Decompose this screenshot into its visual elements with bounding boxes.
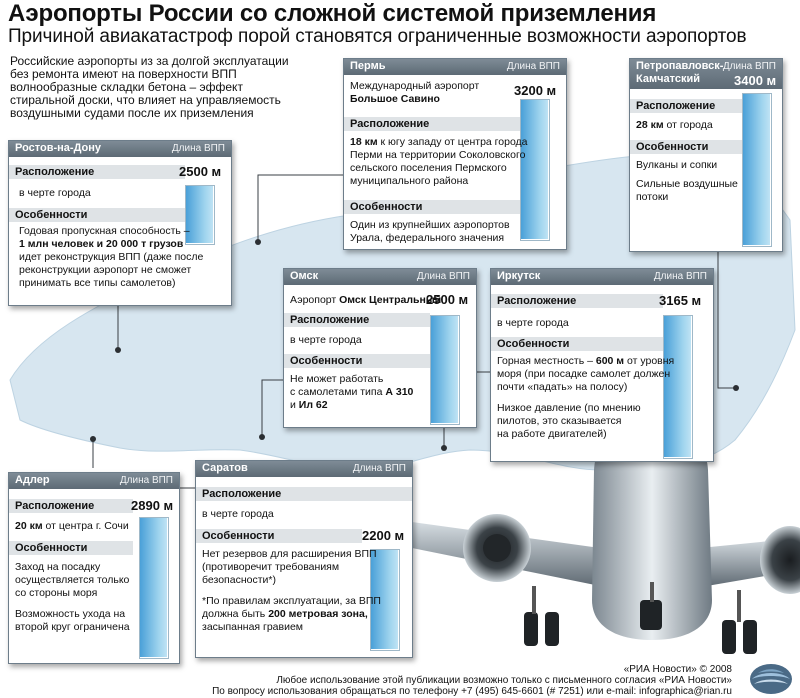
features-heading: Особенности bbox=[630, 140, 742, 154]
location-heading: Расположение bbox=[196, 487, 413, 501]
feature-line: принимать все типы самолетов) bbox=[19, 277, 176, 289]
length-label: Длина ВПП bbox=[653, 271, 707, 282]
feature-line: со стороны моря bbox=[15, 587, 98, 599]
features-text bbox=[19, 225, 203, 290]
features-heading: Особенности bbox=[9, 541, 133, 555]
intro-line: без ремонта имеют на поверхности ВПП bbox=[10, 67, 237, 81]
location-text bbox=[636, 119, 713, 132]
feature-line: Горная местность – 600 м от уровня bbox=[497, 355, 675, 367]
card-perm bbox=[343, 58, 567, 250]
location-text bbox=[202, 508, 274, 521]
location-line: Перми на территории Соколовского bbox=[350, 149, 526, 161]
runway-length: 2500 м bbox=[179, 164, 222, 179]
city-name: Омск bbox=[290, 270, 319, 282]
city-name: Ростов-на-Дону bbox=[15, 142, 102, 154]
feature-line: пилотов, это сказывается bbox=[497, 415, 622, 427]
usage-notice: Любое использование этой публикации возможно только с письменного согласия «РИА Новости» bbox=[276, 675, 732, 686]
length-label: Длина ВПП bbox=[352, 463, 406, 474]
plane-right-gear bbox=[722, 620, 736, 654]
feature-line: Низкое давление (по мнению bbox=[497, 402, 641, 414]
features-text bbox=[636, 159, 738, 204]
runway-length: 2500 м bbox=[426, 292, 469, 307]
card-header bbox=[9, 141, 231, 157]
airport-name bbox=[290, 294, 441, 307]
features-heading: Особенности bbox=[284, 354, 430, 368]
copyright: «РИА Новости» © 2008 bbox=[623, 664, 732, 675]
location-line: 20 км от центра г. Сочи bbox=[15, 520, 129, 532]
intro-line: Российские аэропорты из за долгой эксплуатации bbox=[10, 54, 289, 68]
features-text bbox=[202, 548, 381, 634]
feature-line: осуществляется только bbox=[15, 574, 130, 586]
city-name: Пермь bbox=[350, 60, 386, 72]
plane-right-engine bbox=[760, 526, 800, 594]
location-line: сельского поселения Пермского bbox=[350, 162, 507, 174]
feature-line: 1 млн человек и 20 000 т грузов bbox=[19, 238, 184, 250]
plane-left-gear bbox=[524, 612, 538, 646]
location-heading: Расположение bbox=[9, 165, 185, 179]
location-text bbox=[15, 520, 129, 533]
ria-novosti-logo bbox=[748, 662, 794, 696]
runway-bar bbox=[431, 316, 458, 423]
location-line: в черте города bbox=[202, 508, 274, 520]
feature-line: должна быть 200 метровая зона, bbox=[202, 608, 368, 620]
feature-line: Не может работать bbox=[290, 373, 384, 385]
card-rostov bbox=[8, 140, 232, 306]
feature-line: Урала, федерального значения bbox=[350, 232, 505, 244]
feature-line: с самолетами типа А 310 bbox=[290, 386, 414, 398]
location-text bbox=[350, 136, 528, 188]
features-heading: Особенности bbox=[9, 208, 185, 222]
runway-length: 3200 м bbox=[514, 83, 557, 98]
card-header bbox=[284, 269, 476, 285]
feature-line: (противоречит требованиям bbox=[202, 561, 340, 573]
feature-line: Годовая пропускная способность – bbox=[19, 225, 190, 237]
location-heading: Расположение bbox=[9, 499, 133, 513]
location-line: муниципального района bbox=[350, 175, 469, 187]
plane-nose-gear bbox=[640, 600, 662, 630]
card-header bbox=[344, 59, 566, 75]
features-heading: Особенности bbox=[344, 200, 520, 214]
location-line: в черте города bbox=[290, 334, 362, 346]
runway-bar bbox=[140, 518, 167, 657]
feature-line: безопасности*) bbox=[202, 574, 276, 586]
city-name: Саратов bbox=[202, 462, 248, 474]
card-adler bbox=[8, 472, 180, 664]
feature-line: Один из крупнейших аэропортов bbox=[350, 219, 510, 231]
runway-length: 3165 м bbox=[659, 293, 702, 308]
length-label: Длина ВПП bbox=[171, 143, 225, 154]
features-text bbox=[15, 561, 130, 634]
features-heading: Особенности bbox=[196, 529, 362, 543]
runway-length: 2200 м bbox=[362, 528, 405, 543]
runway-length: 2890 м bbox=[131, 498, 174, 513]
feature-line: Сильные воздушные bbox=[636, 178, 738, 190]
airport-name-line: Международный аэропорт bbox=[350, 80, 480, 92]
feature-line: Нет резервов для расширения ВПП bbox=[202, 548, 377, 560]
intro-line: стиральной доски, что влияет на управляемость bbox=[10, 93, 281, 107]
runway-length: 3400 м bbox=[734, 73, 777, 88]
card-omsk bbox=[283, 268, 477, 428]
location-line: 28 км от города bbox=[636, 119, 713, 131]
features-text bbox=[290, 373, 413, 412]
location-line: 18 км к югу западу от центра города bbox=[350, 136, 528, 148]
location-line: в черте города bbox=[497, 317, 569, 329]
features-heading: Особенности bbox=[491, 337, 663, 351]
location-heading: Расположение bbox=[284, 313, 430, 327]
page-subtitle: Причиной авиакатастроф порой становятся ограниченные возможности аэропортов bbox=[8, 26, 747, 47]
feature-line: почти «падать» на полосу) bbox=[497, 381, 628, 393]
city-name: Иркутск bbox=[497, 270, 541, 282]
location-text bbox=[290, 334, 362, 347]
card-irkutsk bbox=[490, 268, 714, 462]
card-saratov bbox=[195, 460, 413, 658]
airport-name-line: Большое Савино bbox=[350, 93, 440, 105]
location-heading: Расположение bbox=[344, 117, 520, 131]
length-label: Длина ВПП bbox=[722, 61, 776, 72]
location-heading: Расположение bbox=[491, 294, 663, 308]
feature-line: Возможность ухода на bbox=[15, 608, 126, 620]
feature-line: Заход на посадку bbox=[15, 561, 101, 573]
contact-info: По вопросу использования обращаться по телефону +7 (495) 645-6601 (# 7251) или e-mail: infographica@rian.ru bbox=[212, 686, 732, 697]
features-text bbox=[497, 355, 674, 441]
city-name: Петропавловск- Камчатский bbox=[636, 60, 724, 85]
length-label: Длина ВПП bbox=[119, 475, 173, 486]
card-petropavlovsk bbox=[629, 58, 783, 252]
feature-line: потоки bbox=[636, 191, 669, 203]
length-label: Длина ВПП bbox=[416, 271, 470, 282]
city-name: Адлер bbox=[15, 474, 50, 486]
footer-credits bbox=[212, 664, 732, 697]
location-line: в черте города bbox=[19, 187, 91, 199]
feature-line: Вулканы и сопки bbox=[636, 159, 718, 171]
feature-line: засыпанная гравием bbox=[202, 621, 304, 633]
feature-line: *По правилам эксплуатации, за ВПП bbox=[202, 595, 381, 607]
feature-line: идет реконструкция ВПП (даже после bbox=[19, 251, 204, 263]
card-header bbox=[491, 269, 713, 285]
intro-line: волнообразные складки бетона – эффект bbox=[10, 80, 243, 94]
length-label: Длина ВПП bbox=[506, 61, 560, 72]
intro-line: воздушными судами после их приземления bbox=[10, 106, 254, 120]
airport-name-line: Аэропорт Омск Центральный bbox=[290, 294, 442, 306]
location-text bbox=[19, 187, 91, 200]
feature-line: моря (при посадке самолет должен bbox=[497, 368, 671, 380]
location-text bbox=[497, 317, 569, 330]
card-header bbox=[196, 461, 412, 477]
page-title: Аэропорты России со сложной системой приземления bbox=[8, 0, 657, 27]
airport-name bbox=[350, 80, 479, 106]
feature-line: реконструкции аэропорт не сможет bbox=[19, 264, 192, 276]
feature-line: на работе двигателей) bbox=[497, 428, 607, 440]
location-heading: Расположение bbox=[630, 99, 742, 113]
feature-line: и Ил 62 bbox=[290, 399, 328, 411]
card-header bbox=[9, 473, 179, 489]
runway-bar bbox=[743, 94, 770, 245]
features-text bbox=[350, 219, 510, 245]
feature-line: второй круг ограничена bbox=[15, 621, 130, 633]
